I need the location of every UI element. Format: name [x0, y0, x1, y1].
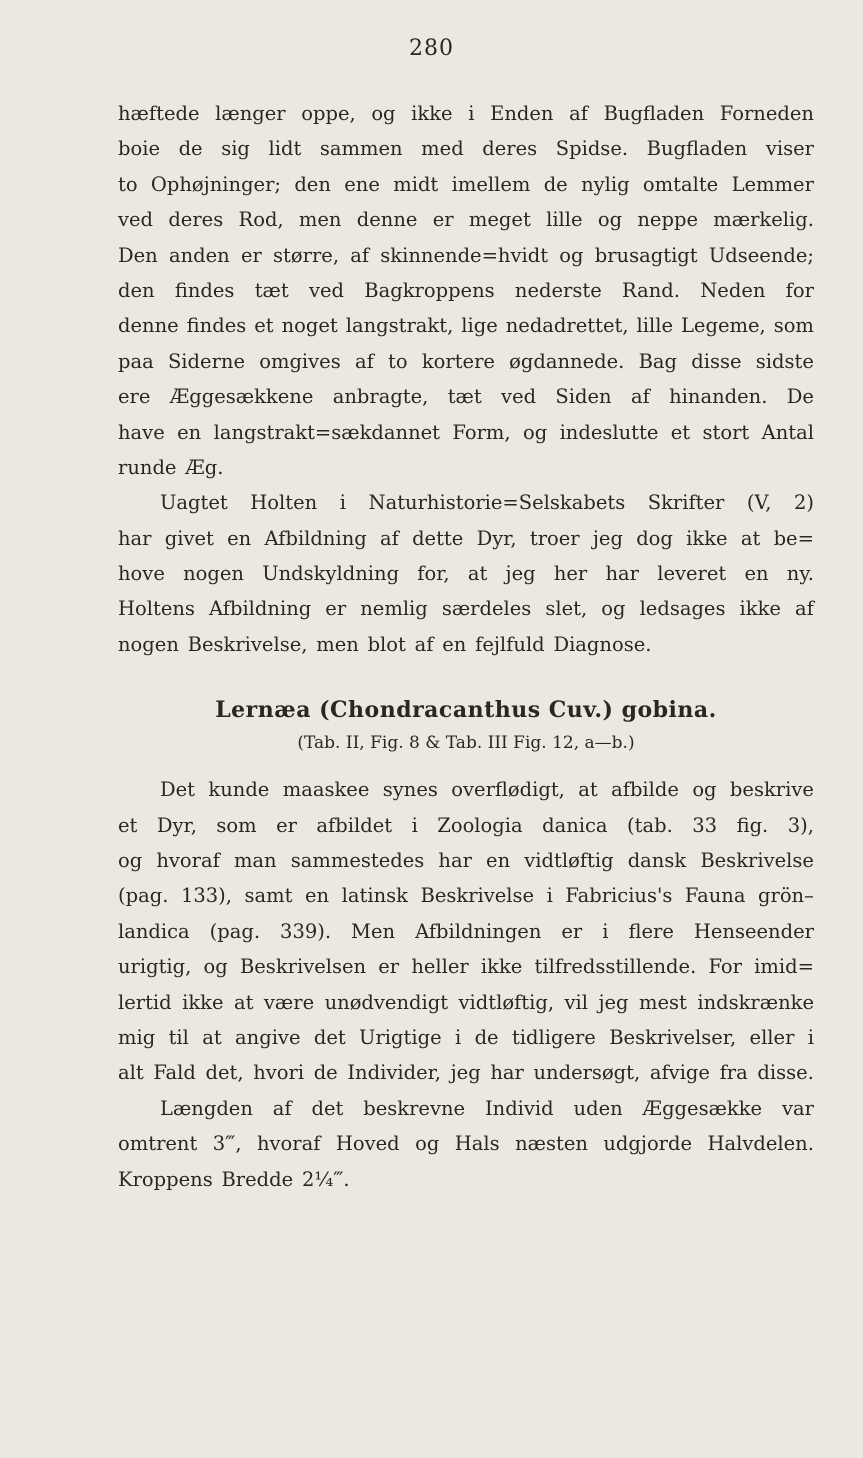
text-line: paa Siderne omgives af to kortere øgdannede. Bag disse sidste: [118, 349, 814, 373]
text-line: og hvoraf man sammestedes har en vidtløftig dansk Beskrivelse: [118, 849, 814, 873]
text-line: nogen Beskrivelse, men blot af en fejlfuld Diagnose.: [118, 632, 652, 656]
page-number: 280: [409, 36, 454, 61]
text-line: den findes tæt ved Bagkroppens nederste Rand. Neden for: [118, 278, 814, 302]
species-heading: Lernæa (Chondracanthus Cuv.) gobina.: [215, 697, 717, 724]
text-line: omtrent 3‴, hvoraf Hoved og Hals næsten udgjorde Halvdelen.: [118, 1132, 814, 1156]
text-line: to Ophøjninger; den ene midt imellem de nylig omtalte Lemmer: [118, 172, 814, 196]
text-line: urigtig, og Beskrivelsen er heller ikke tilfredsstillende. For imid=: [118, 955, 814, 979]
text-line: landica (pag. 339). Men Afbildningen er i flere Henseender: [118, 919, 814, 943]
text-line: ere Æggesækkene anbragte, tæt ved Siden af hinanden. De: [118, 385, 814, 409]
text-line: alt Fald det, hvori de Individer, jeg har undersøgt, afvige fra disse.: [118, 1061, 814, 1085]
text-line: ved deres Rod, men denne er meget lille og neppe mærkelig.: [118, 208, 814, 232]
text-line: hove nogen Undskyldning for, at jeg her har leveret en ny.: [118, 562, 814, 586]
text-line: Den anden er større, af skinnende=hvidt og brusagtigt Udseende;: [118, 243, 814, 267]
text-line: (pag. 133), samt en latinsk Beskrivelse i Fabricius's Fauna grön–: [118, 884, 814, 908]
plate-reference: (Tab. II, Fig. 8 & Tab. III Fig. 12, a—b.): [297, 733, 635, 754]
paragraph-4: [118, 1091, 814, 1197]
text-line: boie de sig lidt sammen med deres Spidse. Bugfladen viser: [118, 137, 814, 161]
text-line: runde Æg.: [118, 455, 224, 479]
text-line: Uagtet Holten i Naturhistorie=Selskabets Skrifter (V, 2): [160, 491, 814, 515]
page-body: [118, 96, 814, 1197]
paragraph-2: [118, 485, 814, 662]
text-line: have en langstrakt=sækdannet Form, og indeslutte et stort Antal: [118, 420, 814, 444]
text-line: har givet en Afbildning af dette Dyr, troer jeg dog ikke at be=: [118, 526, 814, 550]
paragraph-1: [118, 96, 814, 485]
text-line: Det kunde maaskee synes overflødigt, at afbilde og beskrive: [160, 778, 814, 802]
text-line: Holtens Afbildning er nemlig særdeles slet, og ledsages ikke af: [118, 597, 814, 621]
text-line: Længden af det beskrevne Individ uden Æggesække var: [160, 1096, 814, 1120]
text-line: et Dyr, som er afbildet i Zoologia danica (tab. 33 fig. 3),: [118, 813, 814, 837]
text-line: denne findes et noget langstrakt, lige nedadrettet, lille Legeme, som: [118, 314, 814, 338]
text-line: lertid ikke at være unødvendigt vidtløftig, vil jeg mest indskrænke: [118, 990, 814, 1014]
paragraph-3: [118, 772, 814, 1091]
text-line: mig til at angive det Urigtige i de tidligere Beskrivelser, eller i: [118, 1025, 814, 1049]
text-line: Kroppens Bredde 2¼‴.: [118, 1167, 350, 1191]
text-line: hæftede længer oppe, og ikke i Enden af Bugfladen Forneden: [118, 102, 814, 125]
